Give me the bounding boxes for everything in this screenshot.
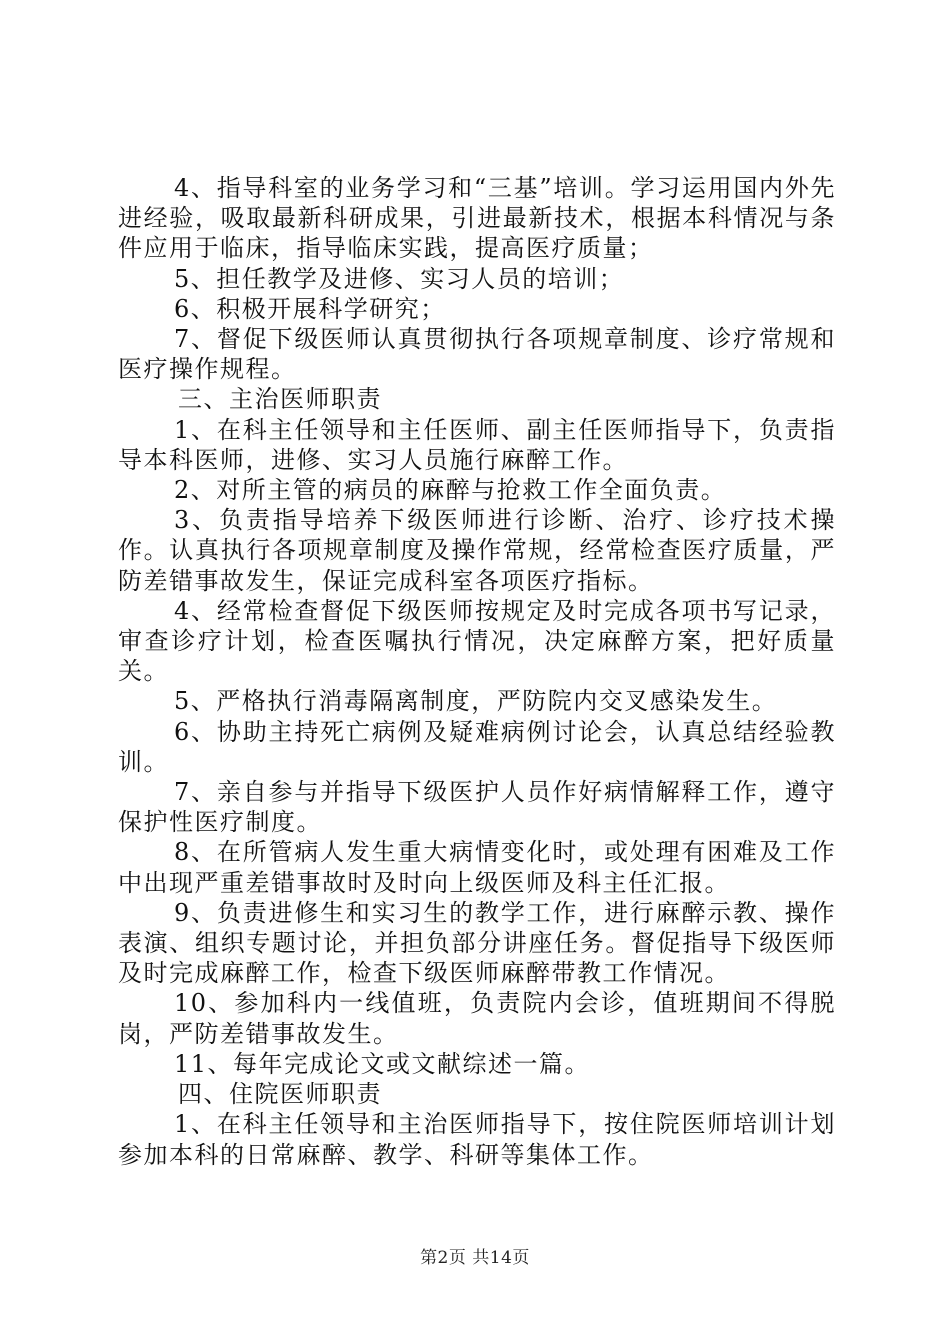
- page-footer: 第2页 共14页: [420, 1248, 530, 1268]
- paragraph: 3、负责指导培养下级医师进行诊断、治疗、诊疗技术操作。认真执行各项规章制度及操作常规，经常检查医疗质量，严防差错事故发生，保证完成科室各项医疗指标。: [118, 506, 836, 595]
- paragraph: 6、积极开展科学研究；: [174, 294, 446, 323]
- paragraph: 8、在所管病人发生重大病情变化时，或处理有困难及工作中出现严重差错事故时及时向上级医师及科主任汇报。: [118, 838, 836, 897]
- paragraph: 1、在科主任领导和主治医师指导下，按住院医师培训计划参加本科的日常麻醉、教学、科研等集体工作。: [118, 1110, 836, 1169]
- paragraph: 4、指导科室的业务学习和“三基”培训。学习运用国内外先进经验，吸取最新科研成果，引进最新技术，根据本科情况与条件应用于临床，指导临床实践，提高医疗质量；: [118, 174, 836, 263]
- paragraph: 2、对所主管的病员的麻醉与抢救工作全面负责。: [174, 476, 727, 505]
- paragraph: 6、协助主持死亡病例及疑难病例讨论会，认真总结经验教训。: [118, 717, 836, 776]
- paragraph: 4、经常检查督促下级医师按规定及时完成各项书写记录，审查诊疗计划，检查医嘱执行情况，决定麻醉方案，把好质量关。: [118, 596, 836, 686]
- paragraph: 7、亲自参与并指导下级医护人员作好病情解释工作，遵守保护性医疗制度。: [118, 778, 836, 837]
- paragraph: 1、在科主任领导和主任医师、副主任医师指导下，负责指导本科医师，进修、实习人员施行麻醉工作。: [118, 415, 836, 474]
- paragraph: 10、参加科内一线值班，负责院内会诊，值班期间不得脱岗，严防差错事故发生。: [118, 989, 836, 1048]
- document-body: [118, 173, 836, 1170]
- paragraph: 11、每年完成论文或文献综述一篇。: [174, 1049, 591, 1078]
- section-heading: 三、主治医师职责: [178, 385, 382, 414]
- paragraph: 7、督促下级医师认真贯彻执行各项规章制度、诊疗常规和医疗操作规程。: [118, 325, 836, 384]
- paragraph: 9、负责进修生和实习生的教学工作，进行麻醉示教、操作表演、组织专题讨论，并担负部分讲座任务。督促指导下级医师及时完成麻醉工作，检查下级医师麻醉带教工作情况。: [118, 898, 836, 988]
- section-heading: 四、住院医师职责: [178, 1080, 382, 1109]
- paragraph: 5、担任教学及进修、实习人员的培训；: [174, 264, 625, 293]
- paragraph: 5、严格执行消毒隔离制度，严防院内交叉感染发生。: [174, 687, 778, 716]
